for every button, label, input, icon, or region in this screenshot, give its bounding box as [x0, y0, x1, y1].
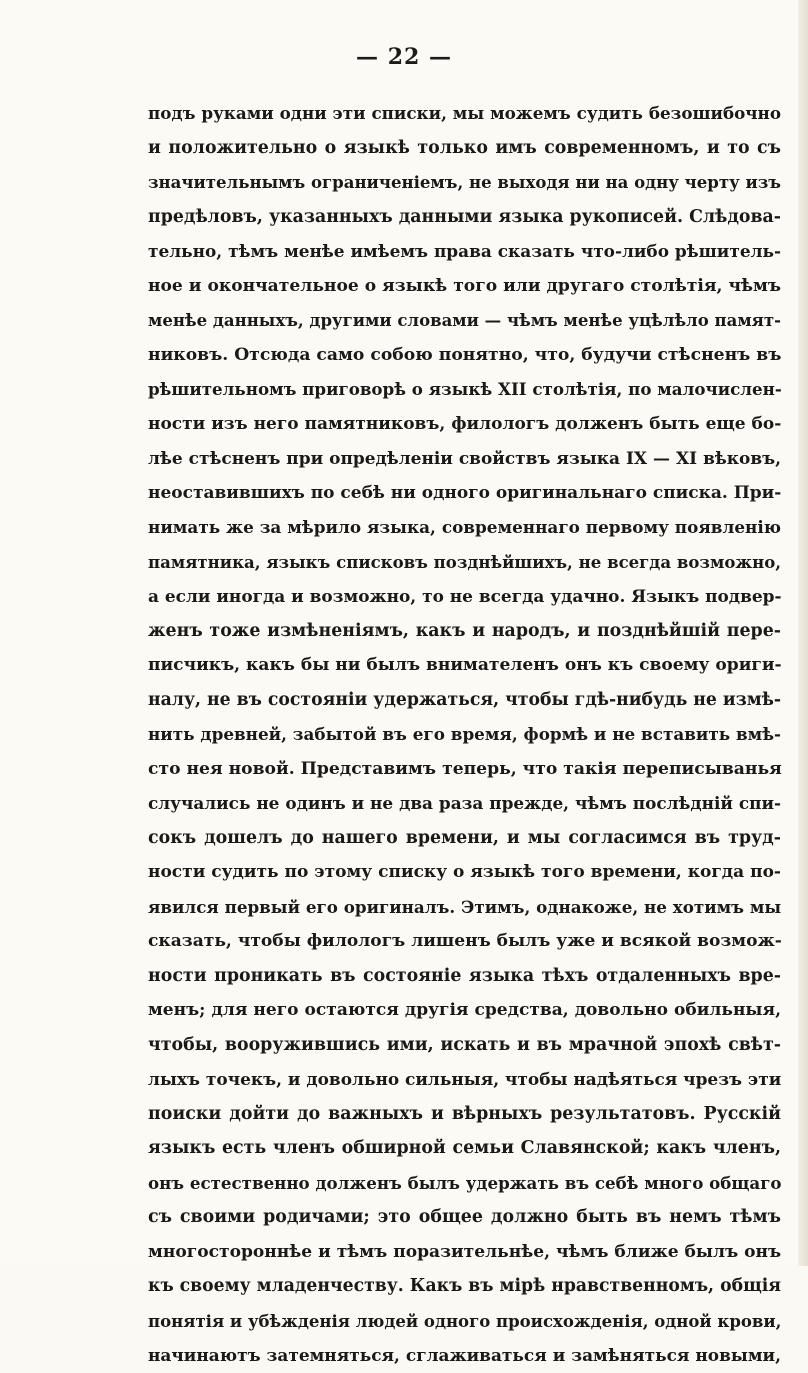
text-line: и положительно о языкѣ только имъ современномъ, и то съ	[148, 137, 781, 158]
text-line: налу, не въ состояніи удержаться, чтобы гдѣ-нибудь не измѣ-	[148, 689, 781, 710]
text-line: менѣе данныхъ, другими словами — чѣмъ менѣе уцѣлѣло памят-	[148, 310, 781, 330]
text-line: нить древней, забытой въ его время, формѣ и не вставить вмѣ-	[148, 724, 781, 744]
text-line: тельно, тѣмъ менѣе имѣемъ права сказать что-либо рѣшитель-	[148, 241, 781, 261]
text-line: онъ естественно долженъ былъ удержать въ себѣ много общаго	[148, 1172, 782, 1193]
text-line: сокъ дошелъ до нашего времени, и мы согласимся въ труд-	[148, 827, 781, 848]
text-line: подъ руками одни эти списки, мы можемъ судить безошибочно	[148, 103, 781, 123]
page-number: — 22 —	[356, 44, 452, 70]
text-line: языкъ есть членъ обширной семьи Славянской; какъ членъ,	[148, 1138, 781, 1158]
text-line: чтобы, вооружившись ими, искать и въ мрачной эпохѣ свѣт-	[148, 1034, 781, 1055]
text-line: женъ тоже измѣненіямъ, какъ и народъ, и позднѣйшій пере-	[148, 620, 781, 641]
text-line: къ своему младенчеству. Какъ въ мірѣ нравственномъ, общія	[148, 1276, 781, 1296]
text-line: сказать, чтобы филологъ лишенъ былъ уже и всякой возмож-	[148, 931, 782, 951]
text-line: ное и окончательное о языкѣ того или другаго столѣтія, чѣмъ	[148, 275, 781, 296]
text-line: явился первый его оригиналъ. Этимъ, однакоже, не хотимъ мы	[148, 896, 782, 917]
text-line: случались не одинъ и не два раза прежде, чѣмъ послѣдній спи-	[148, 793, 781, 813]
text-line: неоставившихъ по себѣ ни одного оригинальнаго списка. При-	[148, 482, 782, 503]
text-line: начинаютъ затемняться, сглаживаться и замѣняться новыми,	[148, 1345, 781, 1365]
text-line: ности изъ него памятниковъ, филологъ долженъ быть еще бо-	[148, 413, 782, 434]
text-line: многостороннѣе и тѣмъ поразительнѣе, чѣмъ ближе былъ онъ	[148, 1241, 782, 1262]
body-text	[148, 96, 781, 1373]
text-line: ности проникать въ состояніе языка тѣхъ отдаленныхъ вре-	[148, 965, 781, 986]
text-line: съ своими родичами; это общее должно быть въ немъ тѣмъ	[148, 1207, 781, 1227]
text-line: предѣловъ, указанныхъ данными языка рукописей. Слѣдова-	[148, 206, 781, 227]
text-line: нимать же за мѣрило языка, современнаго первому появленію	[148, 517, 781, 537]
text-line: поиски дойти до важныхъ и вѣрныхъ результатовъ. Русскій	[148, 1103, 781, 1124]
text-line: а если иногда и возможно, то не всегда удачно. Языкъ подвер-	[148, 586, 782, 606]
text-line: писчикъ, какъ бы ни былъ внимателенъ онъ къ своему ориги-	[148, 655, 782, 675]
text-line: менъ; для него остаются другія средства, довольно обильныя,	[148, 1000, 781, 1020]
text-line: ности судить по этому списку о языкѣ того времени, когда по-	[148, 862, 781, 882]
text-line: лыхъ точекъ, и довольно сильныя, чтобы надѣяться чрезъ эти	[148, 1069, 782, 1089]
text-line: никовъ. Отсюда само собою понятно, что, будучи стѣсненъ въ	[148, 344, 782, 365]
text-line: памятника, языкъ списковъ позднѣйшихъ, не всегда возможно,	[148, 551, 781, 572]
text-line: сто нея новой. Представимъ теперь, что такія переписыванья	[148, 758, 782, 779]
text-line: значительнымъ ограниченіемъ, не выходя ни на одну черту изъ	[148, 172, 781, 192]
scan-edge-shadow	[798, 0, 808, 1266]
text-line: рѣшительномъ приговорѣ о языкѣ XII столѣтія, по малочислен-	[148, 379, 782, 399]
text-line: понятія и убѣжденія людей одного происхожденія, одной крови,	[148, 1310, 782, 1331]
text-line: лѣе стѣсненъ при опредѣленіи свойствъ языка IX — XI вѣковъ,	[148, 448, 781, 468]
